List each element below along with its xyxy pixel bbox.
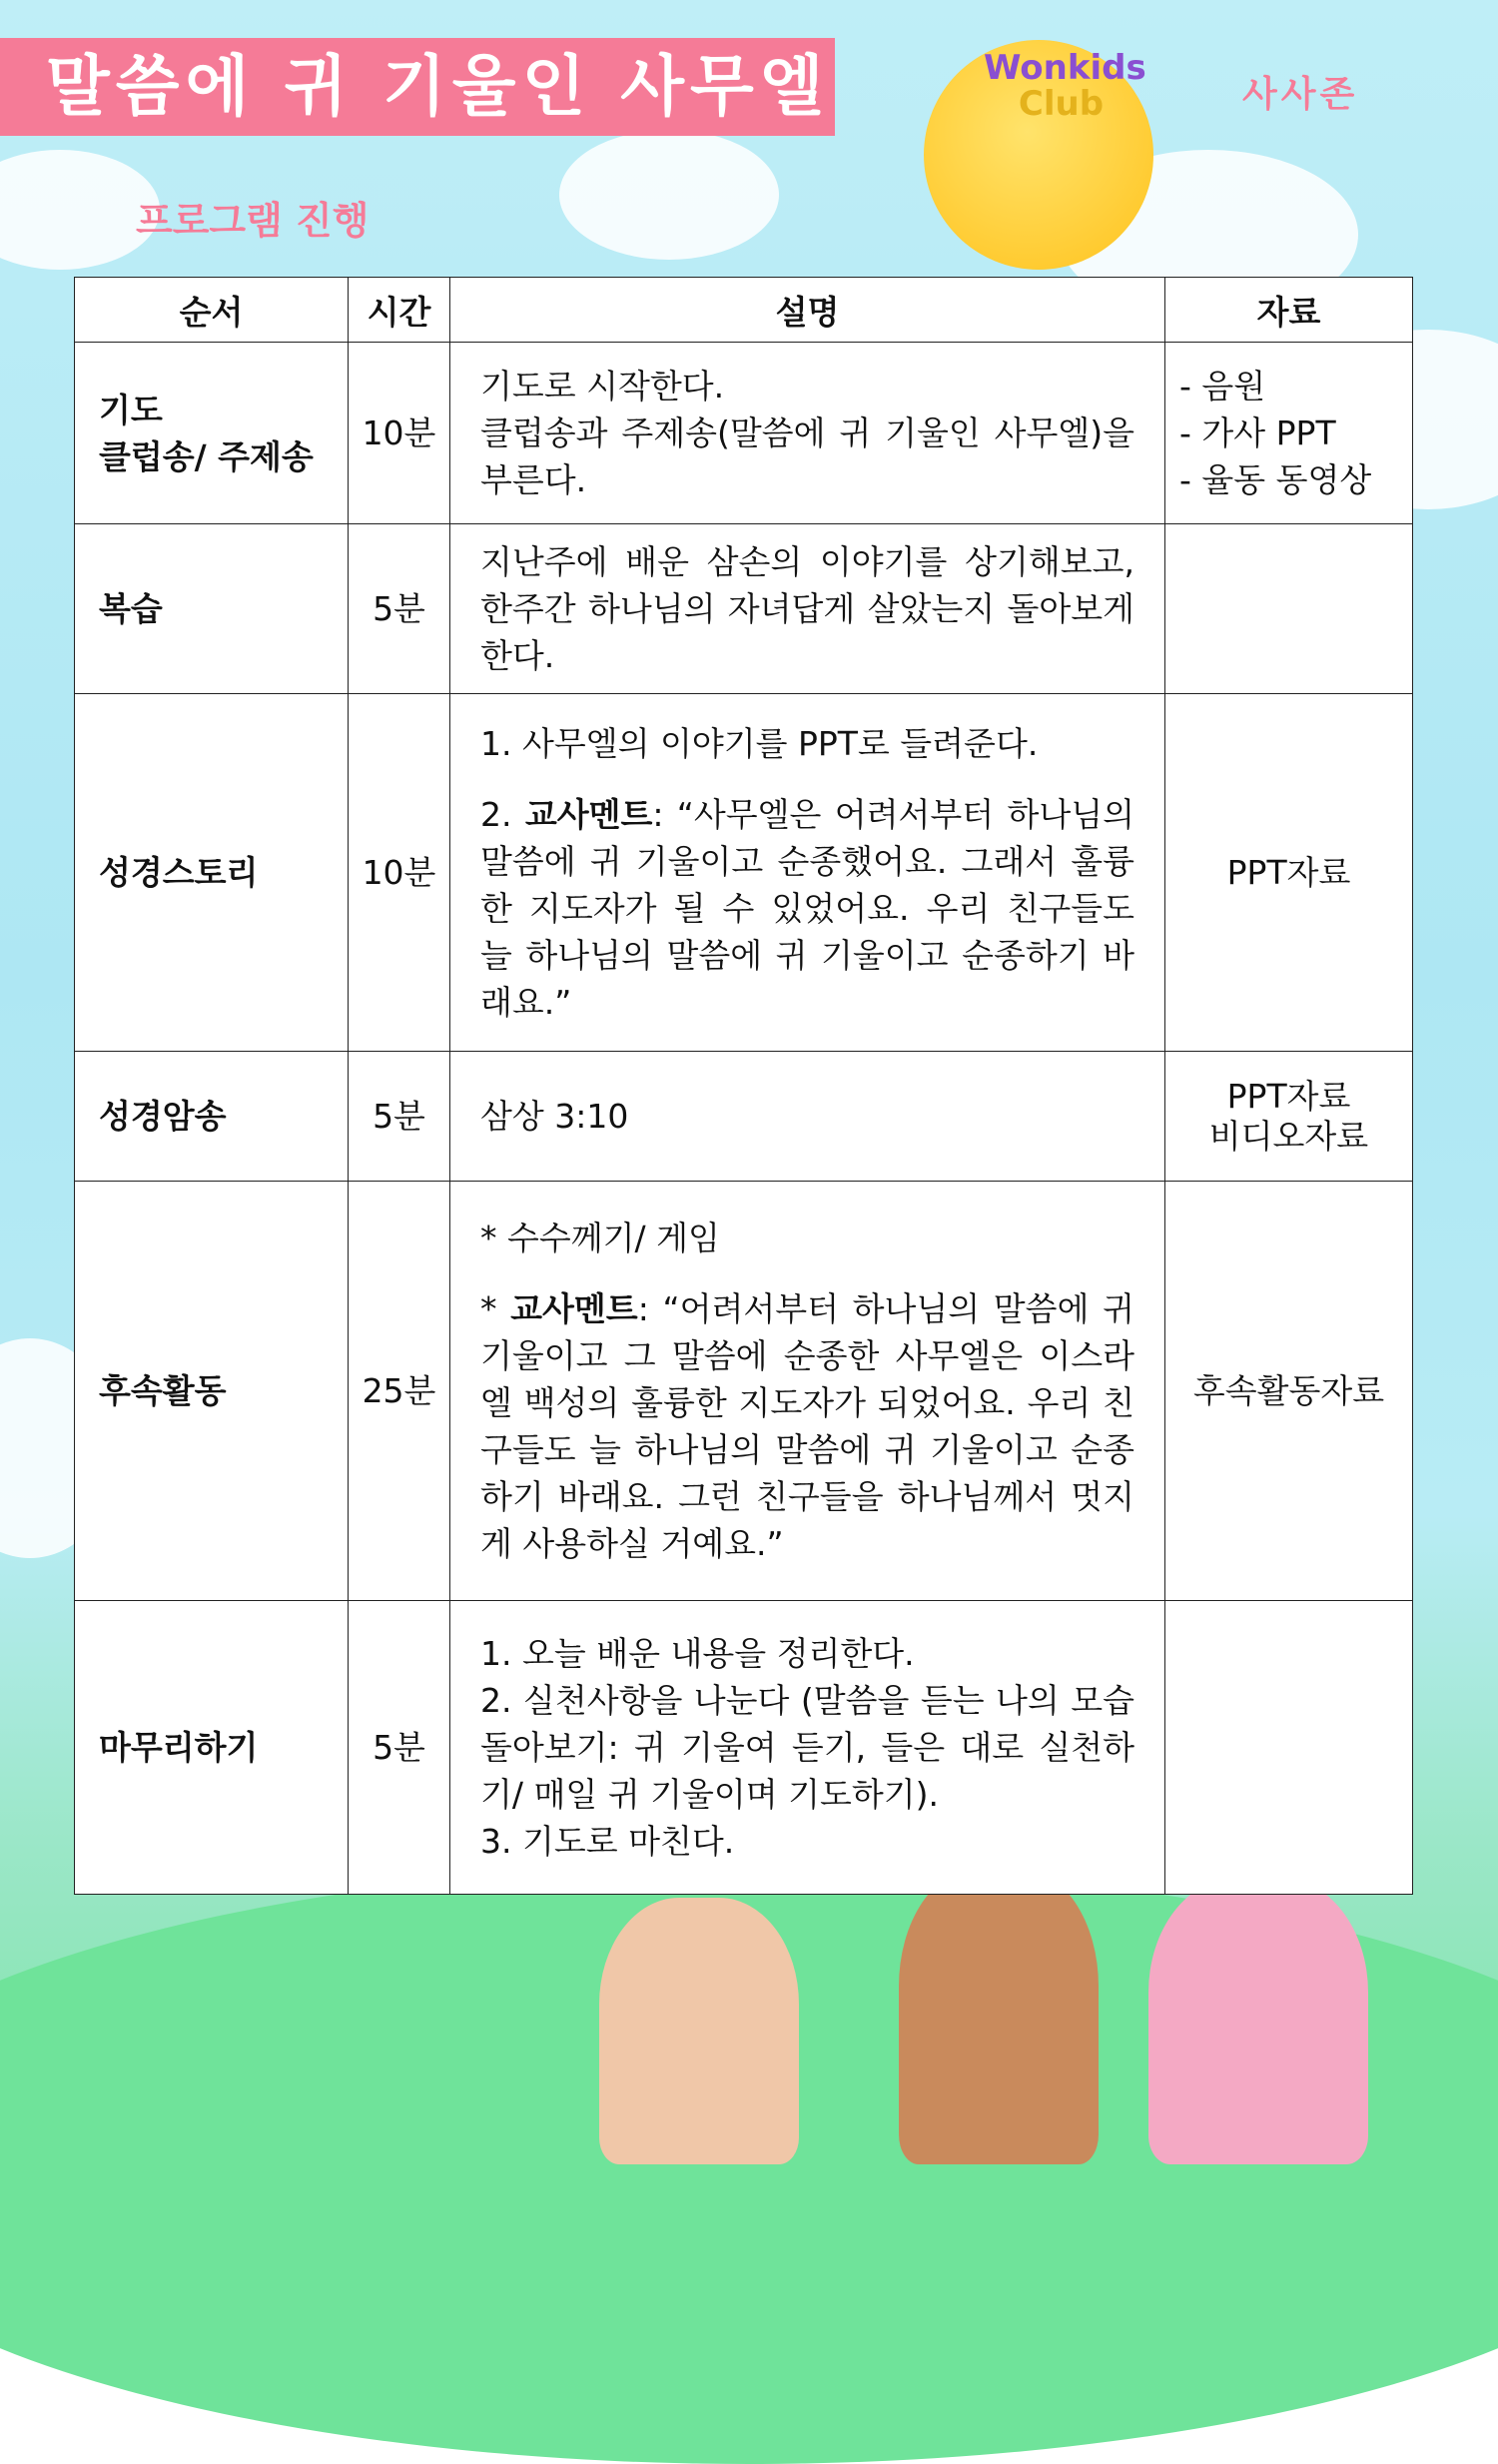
materials-cell: 후속활동자료 [1165,1182,1413,1601]
material-item: PPT자료 [1226,1076,1351,1116]
table-row [75,524,1413,694]
description-line: 1. 오늘 배운 내용을 정리한다. [480,1634,915,1673]
order-cell: 성경스토리 [75,694,349,1052]
materials-cell: PPT자료 [1165,694,1413,1052]
description-cell [450,343,1165,524]
teacher-comment-label: 교사멘트 [524,794,653,834]
table-row [75,1052,1413,1182]
order-line: 기도 [99,390,163,429]
time-cell: 5분 [349,1601,450,1895]
description-line: 1. 사무엘의 이야기를 PPT로 들려준다. [480,723,1039,763]
section-subtitle: 프로그램 진행 [136,199,370,243]
description-line: 3. 기도로 마친다. [480,1822,735,1861]
material-item: 비디오자료 [1208,1116,1369,1156]
description-cell [450,1182,1165,1601]
order-cell [75,343,349,524]
materials-cell [1165,524,1413,694]
description-cell: 삼상 3:10 [450,1052,1165,1182]
header-order: 순서 [75,278,349,343]
description-cell [450,1601,1165,1895]
materials-cell [1165,343,1413,524]
order-cell: 복습 [75,524,349,694]
table-row [75,343,1413,524]
teacher-comment-text: : “어려서부터 하나님의 말씀에 귀 기울이고 그 말씀에 순종한 사무엘은 이스라엘 백성의 훌륭한 지도자가 되었어요. 우리 친구들도 늘 하나님의 말씀에 귀 기울이고 순종하기 바래요. 그런 친구들을 하나님께서 멋지게 사용하실 거예요.” [480,1289,1134,1563]
page-title: 말씀에 귀 기울인 사무엘 [46,48,830,125]
cloud [559,130,779,260]
order-cell: 마무리하기 [75,1601,349,1895]
table-row [75,694,1413,1052]
character-illustration [1148,1878,1368,2164]
character-illustration [599,1898,799,2164]
time-cell: 5분 [349,524,450,694]
table-row [75,1601,1413,1895]
logo-text-bottom: Club [1018,84,1105,124]
header-time: 시간 [349,278,450,343]
description-prefix: * [480,1289,511,1328]
order-cell: 성경암송 [75,1052,349,1182]
order-cell: 후속활동 [75,1182,349,1601]
material-item: - 율동 동영상 [1179,460,1372,499]
time-cell: 10분 [349,694,450,1052]
time-cell: 10분 [349,343,450,524]
description-line: 기도로 시작한다. [480,367,725,406]
header-description: 설명 [450,278,1165,343]
description-line: 클럽송과 주제송(말씀에 귀 기울인 사무엘)을 부른다. [480,413,1134,499]
teacher-comment-text: : “사무엘은 어려서부터 하나님의 말씀에 귀 기울이고 순종했어요. 그래서 훌륭한 지도자가 될 수 있었어요. 우리 친구들도 늘 하나님의 말씀에 귀 기울이고 순종하기 바래요.” [480,794,1134,1022]
materials-cell [1165,1601,1413,1895]
time-cell: 5분 [349,1052,450,1182]
description-cell [450,694,1165,1052]
table-header-row [75,278,1413,343]
time-cell: 25분 [349,1182,450,1601]
description-line [480,791,1134,1026]
description-cell: 지난주에 배운 삼손의 이야기를 상기해보고, 한주간 하나님의 자녀답게 살았는지 돌아보게 한다. [450,524,1165,694]
description-prefix: 2. [480,794,525,834]
material-item: - 음원 [1179,367,1266,406]
logo-text-top: Wonkids [984,48,1146,88]
teacher-comment-label: 교사멘트 [510,1289,638,1328]
corner-label: 사사존 [1242,74,1359,115]
table-row [75,1182,1413,1601]
character-illustration [899,1868,1099,2164]
description-line [480,1285,1134,1567]
description-line: 2. 실천사항을 나눈다 (말씀을 듣는 나의 모습 돌아보기: 귀 기울여 듣기, 들은 대로 실천하기/ 매일 귀 기울이며 기도하기). [480,1681,1134,1814]
header-materials: 자료 [1165,278,1413,343]
materials-cell [1165,1052,1413,1182]
program-table [74,277,1413,1895]
order-line: 클럽송/ 주제송 [99,436,314,476]
material-item: - 가사 PPT [1179,413,1336,452]
description-line: * 수수께기/ 게임 [480,1219,720,1257]
club-logo [984,48,1146,124]
